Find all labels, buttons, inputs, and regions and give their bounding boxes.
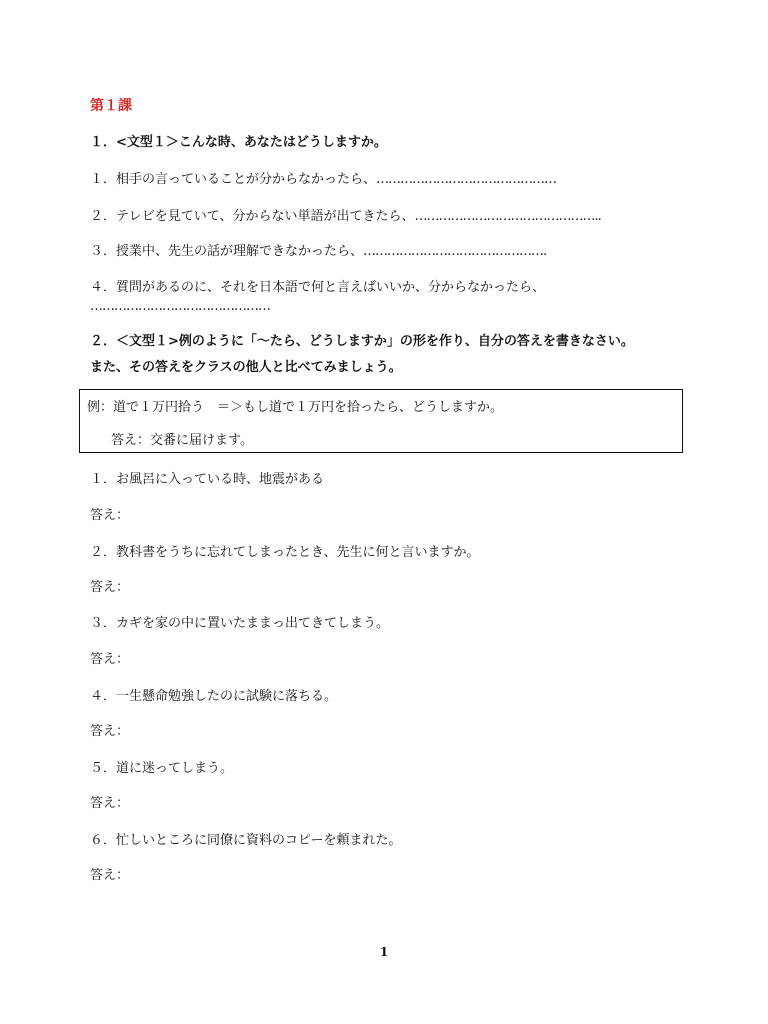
- answer-label: 答え：: [90, 652, 130, 667]
- section-2-item-6: ６．忙しいところに同僚に資料のコピーを頼まれた。: [90, 833, 402, 848]
- example-box: [79, 389, 683, 453]
- answer-label: 答え：: [90, 796, 130, 811]
- section-2-item-1: １．お風呂に入っている時、地震がある: [90, 472, 325, 487]
- section-1-item-1: [90, 168, 556, 187]
- section-1-item-3-text: ３．授業中、先生の話が理解できなかったら、: [90, 244, 364, 259]
- section-2-item-4: ４．一生懸命勉強したのに試験に落ちる。: [90, 689, 338, 704]
- section-1-item-2: [90, 205, 601, 224]
- answer-blank-dots: ………………………………………: [376, 172, 557, 187]
- example-question: 例：道で１万円拾う ＝＞もし道で１万円を拾ったら、どうしますか。: [87, 400, 504, 415]
- answer-label: 答え：: [90, 868, 130, 883]
- section-1-item-1-text: １．相手の言っていることが分からなかったら、: [90, 172, 377, 187]
- answer-blank-dots: ………………………………………..: [414, 209, 601, 224]
- section-2-heading-line-1: ２．＜文型１>例のように「～たら、どうしますか」の形を作り、自分の答えを書きなさい。: [90, 334, 634, 349]
- section-2-item-2: ２．教科書をうちに忘れてしまったとき、先生に何と言いますか。: [90, 545, 480, 560]
- section-2-item-5: ５．道に迷ってしまう。: [90, 761, 234, 776]
- answer-label: 答え：: [90, 508, 130, 523]
- section-1-heading: １．<文型１＞こんな時、あなたはどうしますか。: [90, 135, 387, 150]
- section-2-heading-line-2: また、その答えをクラスの他人と比べてみましょう。: [90, 360, 402, 375]
- section-1-item-3: [90, 240, 546, 259]
- section-1-item-4-text: ４．質問があるのに、それを日本語で何と言えばいいか、分からなかったら、: [90, 280, 546, 295]
- section-2-item-3: ３．カギを家の中に置いたままっ出てきてしまう。: [90, 616, 390, 631]
- example-answer: 答え：交番に届けます。: [111, 433, 253, 448]
- page-number: 1: [379, 945, 389, 959]
- lesson-title: 第１課: [90, 98, 132, 114]
- answer-label: 答え：: [90, 580, 130, 595]
- answer-blank-dots: ………………………………………: [90, 299, 270, 314]
- answer-blank-dots: ……………………………………….: [363, 244, 547, 259]
- answer-label: 答え：: [90, 724, 130, 739]
- section-1-item-2-text: ２．テレビを見ていて、分からない単語が出てきたら、: [90, 209, 415, 224]
